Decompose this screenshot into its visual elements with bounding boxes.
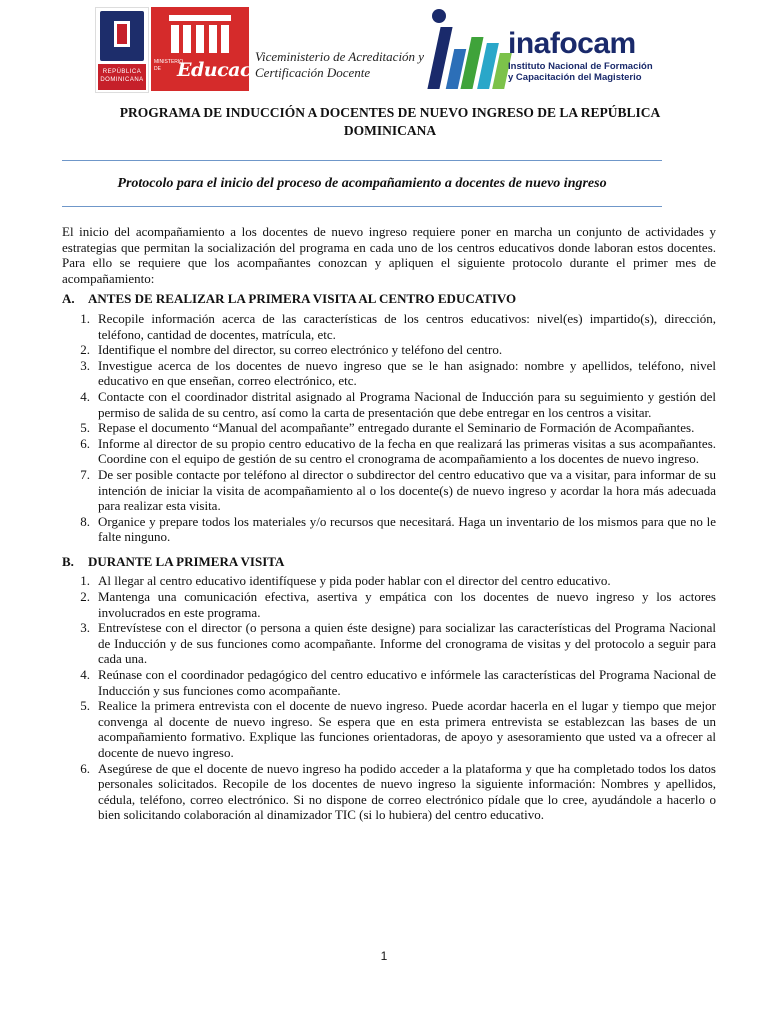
page-number: 1 xyxy=(380,949,388,963)
minerd-label: MINISTERIO DE xyxy=(154,59,184,72)
inafocam-logo-icon xyxy=(430,9,508,89)
section-a-heading xyxy=(62,291,716,307)
inafocam-name: inafocam xyxy=(508,27,636,60)
section-letter: A. xyxy=(62,291,75,307)
minerd-word: Educación xyxy=(177,59,284,81)
list-item: 2. Mantenga una comunicación efectiva, asertiva y empática con los docentes de nuevo ingreso y los actores involucrados en este programa. xyxy=(80,589,716,620)
list-item: 8. Organice y prepare todos los materiales y/o recursos que necesitará. Haga un inventario de los mismos para que no le falte ninguno. xyxy=(80,513,716,545)
document-subtitle: Protocolo para el inicio del proceso de acompañamiento a docentes de nuevo ingreso xyxy=(117,176,607,191)
list-item: 4. Contacte con el coordinador distrital asignado al Programa Nacional de Inducción para su seguimiento y gestión del permiso de salida de su centro, así como la carta de presentación que debe entregar en los centros a visitar. xyxy=(80,388,716,420)
list-item: 1. Al llegar al centro educativo identifíquese y pida poder hablar con el director del centro educativo. xyxy=(80,573,611,589)
coat-of-arms-icon xyxy=(100,11,144,61)
ministerio-educacion-logo xyxy=(151,7,284,91)
list-item: 3. Investigue acerca de los docentes de nuevo ingreso que se le han asignado: nombre y apellidos, teléfono, nivel educativo en que enseñan, correo electrónico, etc. xyxy=(80,357,716,389)
shield-text: REPÚBLICA DOMINICANA xyxy=(98,64,146,90)
divider-top xyxy=(62,160,662,161)
header-logos xyxy=(95,7,655,95)
intro-paragraph: El inicio del acompañamiento a los docentes de nuevo ingreso requiere poner en marcha un conjunto de actividades y estrategias que permitan la socialización del programa en cada uno de los centros educativos donde laboran estos docentes. Para ello se requiere que los acompañantes conozcan y apliquen el siguiente protocolo durante el primer mes de acompañamiento: xyxy=(62,224,716,286)
list-item: 7. De ser posible contacte por teléfono al director o subdirector del centro educativo que va a visitar, para informar de su intención de iniciar la visita de acompañamiento al o los docente(s) de nuevo ingreso y acordar la hora más adecuada para realizar esta visita. xyxy=(80,466,716,514)
list-item: 5. Realice la primera entrevista con el docente de nuevo ingreso. Puede acordar hacerla en el lugar y tiempo que mejor convenga al docente de nuevo ingreso. Se espera que en esta primera entrevista se establezcan las bases de un acompañamiento formativo. Explique las funciones orientadoras, de apoyo y asesoramiento que usted va a ofrecer al docente de nuevo ingreso. xyxy=(80,698,716,760)
section-b-list xyxy=(62,573,716,823)
document-body xyxy=(62,224,716,823)
section-heading: ANTES DE REALIZAR LA PRIMERA VISITA AL CENTRO EDUCATIVO xyxy=(88,291,517,307)
list-item: 5. Repase el documento “Manual del acompañante” entregado durante el Seminario de Formación de Acompañantes. xyxy=(80,420,695,436)
inafocam-subtitle: Instituto Nacional de Formación y Capacitación del Magisterio xyxy=(508,61,653,83)
section-heading: DURANTE LA PRIMERA VISITA xyxy=(88,553,285,569)
building-icon xyxy=(169,15,231,55)
list-item: 1. Recopile información acerca de las características de los centros educativos: nivel(es) impartido(s), dirección, teléfono, cantidad de docentes, matrícula, etc. xyxy=(80,310,716,342)
list-item: 2. Identifique el nombre del director, su correo electrónico y teléfono del centro. xyxy=(80,342,503,358)
section-a-list xyxy=(62,311,716,545)
list-item: 6. Asegúrese de que el docente de nuevo ingreso ha podido acceder a la plataforma y que ha completado todos los datos personales solicitados. Recopile de los docentes de nuevo ingreso la siguiente información: Nombres y apellidos, cédula, teléfono, correo electrónico. Si no dispone de correo electrónico pídale que lo cree, ayudándole a hacerlo o bien solicitando colaboración al dinamizador TIC (si lo hubiera) del centro educativo. xyxy=(80,760,716,823)
list-item: 6. Informe al director de su propio centro educativo de la fecha en que realizará las primeras visitas a sus acompañantes. Coordine con el equipo de gestión de su centro el cronograma de acompañamiento a los docentes de nuevo ingreso. xyxy=(80,435,716,467)
list-item: 3. Entrevístese con el director (o persona a quien éste designe) para socializar las características del Programa Nacional de Inducción y de sus funciones como acompañante. Informe del cronograma de visitas y del protocolo a seguir para cada una. xyxy=(80,620,716,667)
section-b-heading xyxy=(62,554,716,570)
viceministerio-text: Viceministerio de Acreditación y Certificación Docente xyxy=(255,49,425,80)
republica-dominicana-logo xyxy=(95,7,149,93)
section-letter: B. xyxy=(62,553,74,569)
list-item: 4. Reúnase con el coordinador pedagógico del centro educativo e infórmele las características del Programa Nacional de Inducción y sus funciones como acompañante. xyxy=(80,667,716,698)
divider-bottom xyxy=(62,206,662,207)
document-title: PROGRAMA DE INDUCCIÓN A DOCENTES DE NUEVO INGRESO DE LA REPÚBLICA DOMINICANA xyxy=(119,105,661,138)
